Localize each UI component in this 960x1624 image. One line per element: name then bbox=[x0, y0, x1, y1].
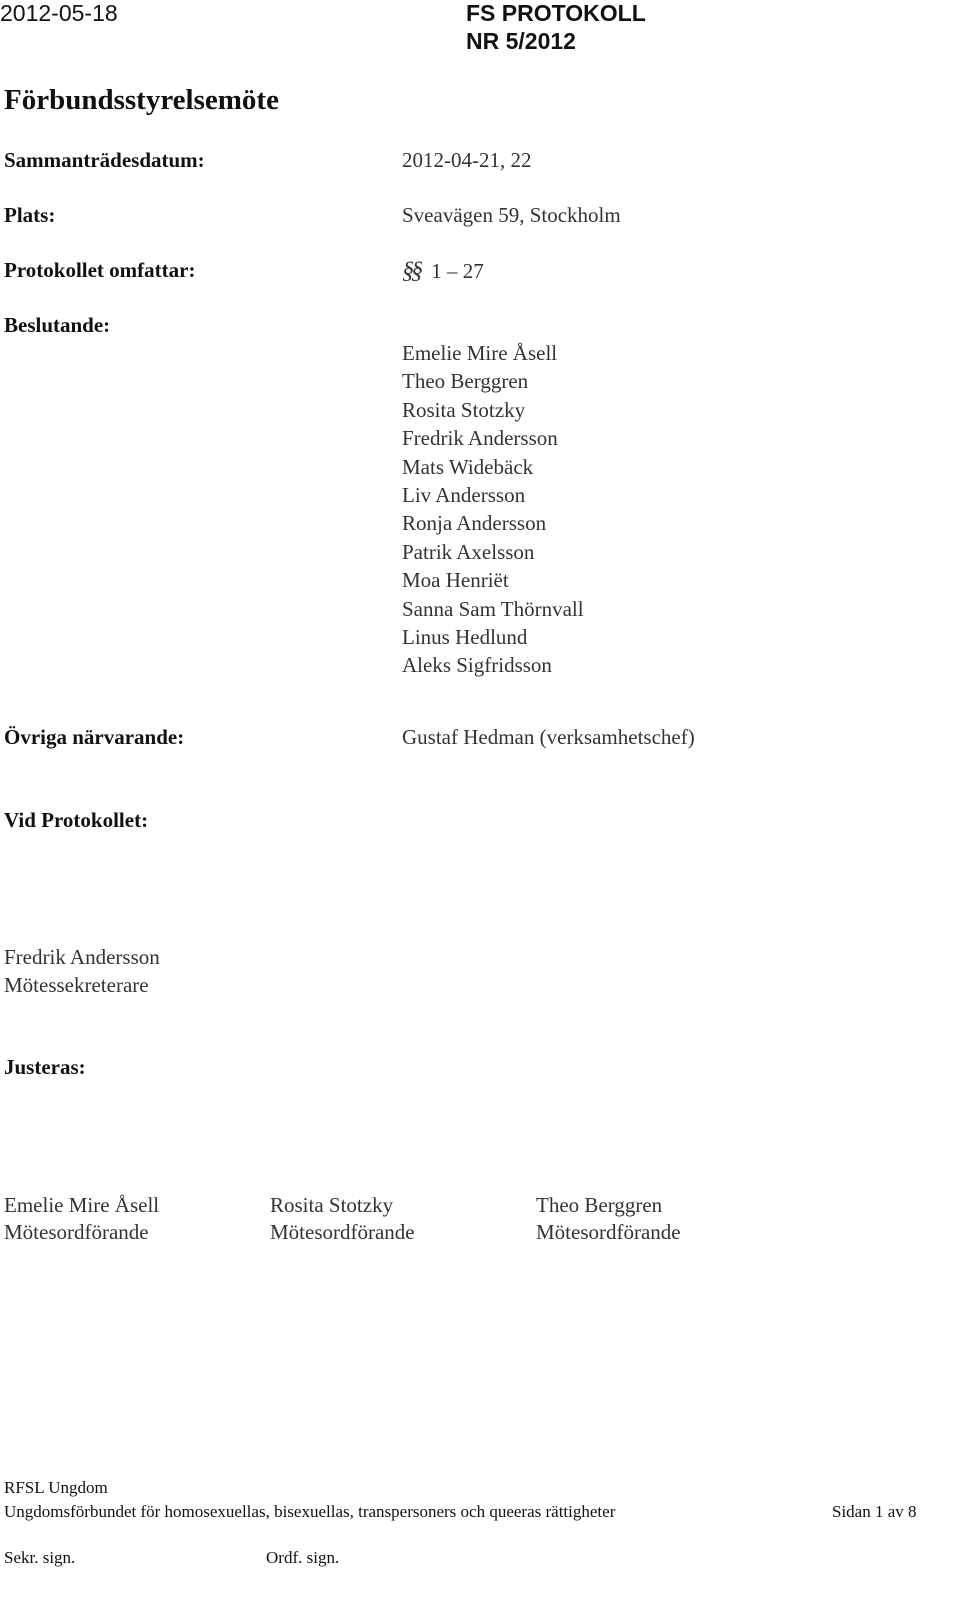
list-item: Moa Henriët bbox=[402, 568, 509, 593]
adjuster-name: Emelie Mire Åsell bbox=[4, 1193, 160, 1217]
meeting-date-label: Sammanträdesdatum: bbox=[4, 148, 205, 172]
adjuster-role: Mötesordförande bbox=[536, 1220, 681, 1244]
footer-page-number: Sidan 1 av 8 bbox=[832, 1502, 917, 1521]
others-value: Gustaf Hedman (verksamhetschef) bbox=[402, 725, 695, 749]
footer-org: RFSL Ungdom bbox=[4, 1478, 108, 1497]
adjuster-role: Mötesordförande bbox=[4, 1220, 149, 1244]
scope-range: 1 – 27 bbox=[431, 259, 484, 283]
secretary-role: Mötessekreterare bbox=[4, 973, 149, 997]
deciding-label: Beslutande: bbox=[4, 313, 111, 337]
paragraph-symbol: §§ bbox=[402, 258, 420, 284]
adjusters-label: Justeras: bbox=[4, 1055, 86, 1079]
list-item: Aleks Sigfridsson bbox=[402, 653, 552, 678]
adjuster-role: Mötesordförande bbox=[270, 1220, 415, 1244]
list-item: Ronja Andersson bbox=[402, 511, 547, 536]
list-item: Linus Hedlund bbox=[402, 624, 528, 649]
footer-secretary-sign: Sekr. sign. bbox=[4, 1548, 76, 1567]
secretary-name: Fredrik Andersson bbox=[4, 945, 160, 969]
place-value: Sveavägen 59, Stockholm bbox=[402, 203, 621, 227]
list-item: Emelie Mire Åsell bbox=[402, 341, 558, 365]
list-item: Sanna Sam Thörnvall bbox=[402, 596, 584, 621]
deciding-members-list bbox=[402, 339, 584, 680]
scope-value bbox=[402, 258, 484, 285]
header-number: NR 5/2012 bbox=[466, 28, 576, 54]
list-item: Fredrik Andersson bbox=[402, 426, 558, 451]
place-label: Plats: bbox=[4, 203, 56, 227]
adjuster-name: Theo Berggren bbox=[536, 1193, 663, 1217]
list-item: Theo Berggren bbox=[402, 369, 529, 394]
footer-chair-sign: Ordf. sign. bbox=[266, 1548, 340, 1567]
header-date: 2012-05-18 bbox=[0, 0, 118, 26]
page-title: Förbundsstyrelsemöte bbox=[4, 84, 279, 116]
list-item: Rosita Stotzky bbox=[402, 397, 526, 422]
others-label: Övriga närvarande: bbox=[4, 725, 185, 749]
footer-description: Ungdomsförbundet för homosexuellas, bisexuellas, transpersoners och queeras rättigheter bbox=[4, 1502, 616, 1521]
scope-label: Protokollet omfattar: bbox=[4, 258, 196, 282]
adjuster-name: Rosita Stotzky bbox=[270, 1193, 394, 1217]
secretary-label: Vid Protokollet: bbox=[4, 808, 149, 832]
list-item: Mats Widebäck bbox=[402, 454, 534, 479]
list-item: Liv Andersson bbox=[402, 482, 526, 507]
meeting-date-value: 2012-04-21, 22 bbox=[402, 148, 532, 172]
list-item: Patrik Axelsson bbox=[402, 539, 535, 564]
header-title: FS PROTOKOLL bbox=[466, 0, 646, 26]
